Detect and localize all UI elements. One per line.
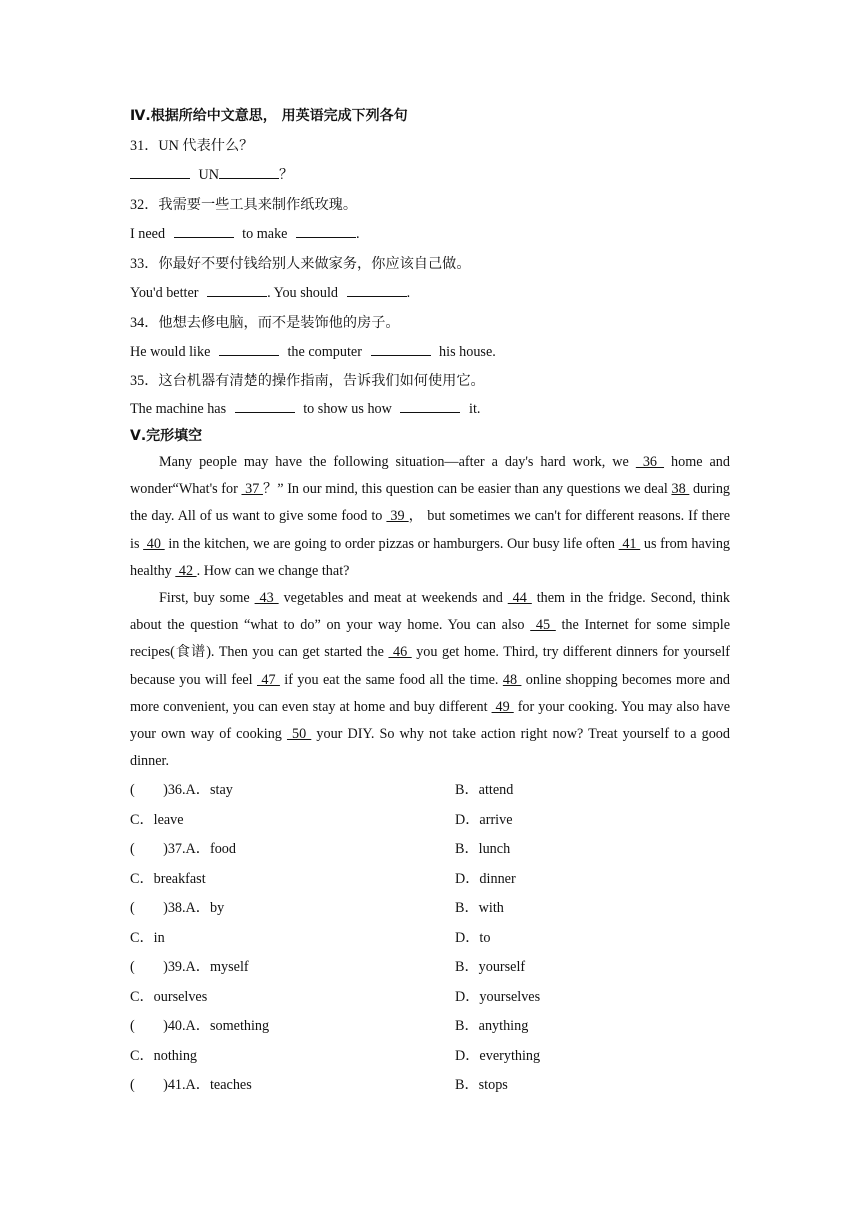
- question-33-answer-line: [130, 279, 730, 309]
- option-d[interactable]: D．arrive: [455, 811, 513, 828]
- answer-text: his house.: [439, 344, 496, 360]
- answer-blank[interactable]: [207, 282, 267, 297]
- answer-text: .: [356, 226, 360, 242]
- question-35-answer-line: [130, 395, 730, 425]
- blank-number-38: 38: [671, 481, 690, 498]
- option-row: [130, 983, 730, 1013]
- question-33-chinese: 33．你最好不要付钱给别人来做家务，你应该自己做。: [130, 255, 471, 272]
- blank-number-46: 46: [388, 644, 412, 661]
- question-32-chinese: 32．我需要一些工具来制作纸玫瑰。: [130, 196, 358, 213]
- option-b[interactable]: B．lunch: [455, 841, 511, 858]
- option-row: [130, 953, 730, 983]
- answer-blank[interactable]: [235, 398, 295, 413]
- answer-text: I need: [130, 226, 166, 242]
- option-a[interactable]: ( )37.A．food: [130, 841, 236, 858]
- blank-number-50: 50: [286, 726, 312, 743]
- blank-number-36: 36: [635, 454, 665, 470]
- question-34-chinese: 34．他想去修电脑，而不是装饰他的房子。: [130, 314, 400, 331]
- option-d[interactable]: D．yourselves: [455, 988, 541, 1005]
- answer-blank[interactable]: [296, 223, 356, 238]
- option-row: [130, 835, 730, 865]
- question-32-answer-line: [130, 220, 730, 250]
- option-a[interactable]: ( )36.A．stay: [130, 782, 233, 799]
- option-b[interactable]: B．anything: [455, 1018, 529, 1035]
- option-c[interactable]: C．breakfast: [130, 870, 206, 887]
- blank-number-40: 40: [143, 535, 165, 552]
- cloze-passage: [130, 449, 730, 775]
- answer-blank[interactable]: [219, 341, 279, 356]
- answer-text: it.: [469, 400, 481, 417]
- question-35-chinese: 35．这台机器有清楚的操作指南，告诉我们如何使用它。: [130, 372, 485, 389]
- option-row: [130, 776, 730, 806]
- option-b[interactable]: B．stops: [455, 1077, 508, 1094]
- section-heading-translation: Ⅳ.根据所给中文意思， 用英语完成下列各句: [130, 108, 408, 124]
- option-c[interactable]: C．leave: [130, 811, 184, 828]
- options-list: [130, 776, 730, 1101]
- blank-number-49: 49: [491, 698, 514, 715]
- blank-number-44: 44: [507, 590, 532, 607]
- question-34-answer-line: [130, 338, 730, 368]
- answer-text: to show us how: [303, 400, 392, 417]
- answer-text: You'd better: [130, 285, 199, 301]
- option-a[interactable]: ( )39.A．myself: [130, 959, 249, 976]
- answer-text: UN: [198, 167, 220, 183]
- option-b[interactable]: B．yourself: [455, 959, 526, 976]
- option-d[interactable]: D．to: [455, 929, 491, 946]
- answer-text: to make: [242, 226, 288, 242]
- section-heading-cloze: Ⅴ.完形填空: [130, 428, 203, 444]
- option-c[interactable]: C．in: [130, 929, 165, 946]
- answer-blank[interactable]: [371, 341, 431, 356]
- blank-number-43: 43: [254, 590, 279, 607]
- option-row: [130, 894, 730, 924]
- option-row: [130, 865, 730, 895]
- option-d[interactable]: D．dinner: [455, 870, 516, 887]
- option-b[interactable]: B．attend: [455, 782, 514, 799]
- option-c[interactable]: C．ourselves: [130, 988, 208, 1005]
- answer-blank[interactable]: [347, 282, 407, 297]
- blank-number-39: 39: [386, 508, 409, 525]
- option-d[interactable]: D．everything: [455, 1047, 541, 1064]
- question-31-chinese: 31．UN 代表什么？: [130, 137, 254, 154]
- option-row: [130, 1012, 730, 1042]
- option-row: [130, 1042, 730, 1072]
- option-row: [130, 924, 730, 954]
- option-row: [130, 806, 730, 836]
- blank-number-41: 41: [618, 535, 641, 552]
- answer-text: . You should: [267, 285, 339, 301]
- blank-number-48: 48: [502, 671, 522, 688]
- answer-blank[interactable]: [400, 398, 460, 413]
- blank-number-37: 37: [241, 481, 263, 498]
- question-31-answer-line: [130, 161, 730, 191]
- blank-number-42: 42: [175, 562, 197, 579]
- answer-blank[interactable]: [130, 164, 190, 179]
- cloze-paragraph-2: First, buy some 43 vegetables and meat at weekends and 44 them in the fridge. Second, think about the question “what to do” on your way home. You can also 45 the Internet for some simple recipes(食谱). Then you can get started the 46 you get home. Third, try different dinners for yourself because you will feel 47 if you eat the same food all the time. 48 online shopping becomes more and more convenient, you can even stay at home and buy different 49 for your cooking. You may also have your own way of cooking 50 your DIY. So why not take action right now? Treat yourself to a good dinner.: [130, 590, 731, 770]
- option-a[interactable]: ( )40.A．something: [130, 1018, 270, 1035]
- answer-text: .: [406, 285, 411, 301]
- worksheet-page: [130, 102, 730, 1101]
- cloze-paragraph-1: Many people may have the following situation—after a day's hard work, we 36 home and wonder“What's for 37 ？” In our mind, this question can be easier than any questions we deal 38 during the day. All of us want to give some food to 39 ， but sometimes we can't for different reasons. If there is 40 in the kitchen, we are going to order pizzas or hamburgers. Our busy life often 41 us from having healthy 42 . How can we change that?: [130, 454, 731, 579]
- option-b[interactable]: B．with: [455, 900, 504, 917]
- answer-blank[interactable]: [219, 164, 279, 179]
- option-a[interactable]: ( )41.A．teaches: [130, 1077, 252, 1094]
- answer-text: The machine has: [130, 400, 227, 417]
- option-a[interactable]: ( )38.A．by: [130, 900, 225, 917]
- answer-blank[interactable]: [174, 223, 234, 238]
- blank-number-45: 45: [530, 617, 556, 634]
- answer-text: ？: [279, 167, 294, 183]
- option-c[interactable]: C．nothing: [130, 1047, 198, 1064]
- option-row: [130, 1071, 730, 1101]
- answer-text: He would like: [130, 344, 211, 360]
- answer-text: the computer: [287, 344, 362, 360]
- blank-number-47: 47: [256, 671, 280, 688]
